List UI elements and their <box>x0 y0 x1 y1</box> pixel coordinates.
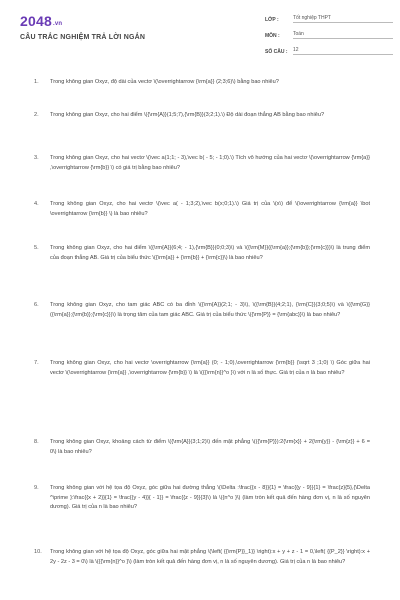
logo-text: 2048 <box>20 13 52 29</box>
question-text: Trong không gian Oxyz, cho tam giác ABC có ba đỉnh \({\rm{A}}(2;1; - 3)\), \({\rm{B}}(4;2;1), {\rm{C}}(3;0;5)\) và \({\rm{G}}({\rm{a}};{\rm{b}};{\rm{c}})\) là trọng tâm của tam giác ABC. Giá trị của biểu thức \({\rm{P}} = {\rm{abc}}\) là bao nhiêu? <box>50 302 370 318</box>
worksheet-title: CÂU TRẮC NGHIỆM TRẢ LỜI NGẮN <box>20 34 146 41</box>
info-row-class <box>265 12 393 23</box>
info-panel <box>265 12 393 60</box>
question-number: 8. <box>34 439 39 445</box>
question-number: 4. <box>34 201 39 207</box>
question-text: Trong không gian Oxyz, cho hai điểm \({\rm{A}}(6;4; - 1),{\rm{B}}(0;0;3)\) và \({\rm{M}}({\rm{a}};{\rm{b}};{\rm{c}})\) là trung điểm của đoạn thẳng AB. Giá trị của biểu thức \({\rm{a}} + {\rm{b}} + {\rm{c}}\) là bao nhiêu? <box>50 245 370 261</box>
question-text: Trong không gian với hệ tọa độ Oxyz, góc giữa hai đường thẳng \(\Delta :\frac{{x - 8}}{1} = \frac{{y - 9}}{1} = \frac{z}{5},{\Delta ^\prime }:\frac{{x + 2}}{1} = \frac{{y - 4}}{ - 1}} = \frac{{z - 9}}{3}\) là \({n^o }\) (làm tròn kết quả đến hàng đơn vị, n là số nguyên dương). Giá trị của n là bao nhiêu? <box>50 485 370 510</box>
question-item <box>34 154 370 173</box>
question-number: 6. <box>34 302 39 308</box>
question-text: Trong không gian Oxyz, cho hai vectơ \(\vec a( - 1;3;2),\vec b(x;0;1).\) Giá trị của \(x\) để \(\overrightarrow {\rm{a}} \bot \overrightarrow {\rm{b}} \) là bao nhiêu? <box>50 201 370 217</box>
question-text: Trong không gian Oxyz, cho hai điểm \({\rm{A}}(1;5;7),{\rm{B}}(3;2;1).\) Độ dài đoạn thẳng AB bằng bao nhiêu? <box>50 112 325 118</box>
question-number: 9. <box>34 485 39 491</box>
question-text: Trong không gian Oxyz, cho hai vectơ \overrightarrow {\rm{a}} (0; - 1;0),\overrightarrow {\rm{b}} (\sqrt 3 ;1;0) \) Góc giữa hai vectơ \(\overrightarrow {\rm{a}} ,\overrightarrow {\rm{b}} \) là \({{\rm{n}}^o }\) với n là số thực. Giá trị của n là bao nhiêu? <box>50 360 370 376</box>
question-number: 1. <box>34 79 39 85</box>
info-label: SỐ CÂU : <box>265 49 288 55</box>
info-label: MÔN : <box>265 33 280 39</box>
question-text: Trong không gian Oxyz, cho hai vectơ \(\vec a(1;1; - 3),\vec b( - 5; - 1;0).\) Tích vô hướng của hai vectơ \(\overrightarrow {\rm{a}} ,\overrightarrow {\rm{b}} \) có giá trị bằng bao nhiêu? <box>50 155 370 171</box>
info-value: Tốt nghiệp THPT <box>293 15 393 23</box>
question-number: 10. <box>34 549 42 555</box>
info-label: LỚP : <box>265 17 279 23</box>
question-item <box>34 301 370 320</box>
question-number: 3. <box>34 155 39 161</box>
question-item <box>34 111 370 121</box>
question-number: 7. <box>34 360 39 366</box>
worksheet-header <box>12 0 388 56</box>
question-item <box>34 548 370 567</box>
question-text: Trong không gian Oxyz, khoảng cách từ điểm \({\rm{A}}(3;1;2)\) đến mặt phẳng \(({\rm{P}}):2{\rm{x}} + 2{\rm{y}} - {\rm{z}} + 6 = 0\) là bao nhiêu? <box>50 439 370 455</box>
info-value: Toán <box>293 31 393 39</box>
question-text: Trong không gian với hệ tọa độ Oxyz, góc giữa hai mặt phẳng \(\left( {{\rm{P}}_1}} \right):x + y + z - 1 = 0,\left( {{P_2}} \right):x + 2y - 2z - 3 = 0\) là \({{\rm{n}}^o }\) (làm tròn kết quả đến hàng đơn vị, n là số nguyên dương). Giá trị của n là bao nhiêu? <box>50 549 370 565</box>
info-value: 12 <box>293 47 393 55</box>
question-item <box>34 359 370 378</box>
question-item <box>34 484 370 513</box>
logo-suffix: .vn <box>52 21 63 27</box>
info-row-count <box>265 44 393 55</box>
question-text: Trong không gian Oxyz, độ dài của vectơ \(\overrightarrow {\rm{a}} (2;3;6)\) bằng bao nhiêu? <box>50 79 279 85</box>
brand-logo[interactable] <box>20 13 62 29</box>
question-item <box>34 78 370 88</box>
question-number: 2. <box>34 112 39 118</box>
question-item <box>34 244 370 263</box>
question-number: 5. <box>34 245 39 251</box>
info-row-subject <box>265 28 393 39</box>
question-item <box>34 200 370 219</box>
question-item <box>34 438 370 457</box>
